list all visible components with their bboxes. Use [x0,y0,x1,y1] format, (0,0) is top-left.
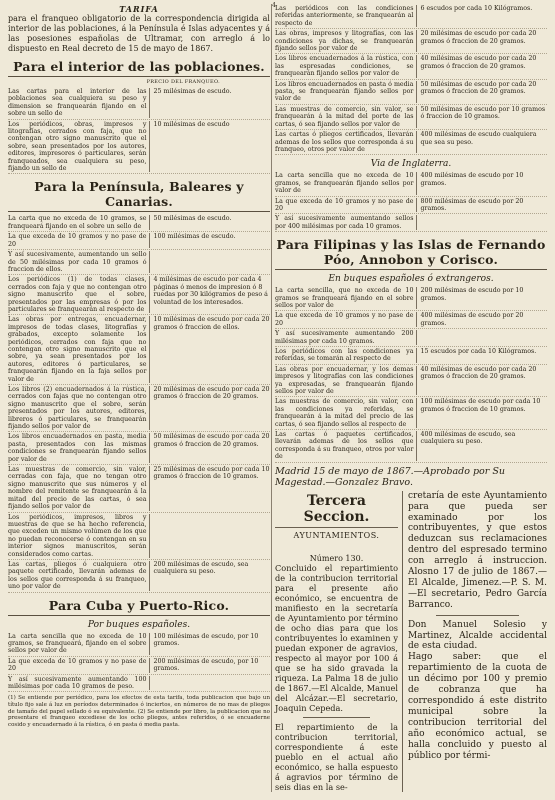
tariff-row [275,311,547,329]
tarifa-header [8,4,270,54]
tariff-price: 100 milésimas de escudo por cada 10 gramos ó fraccion de 10 gramos. [416,398,547,428]
tariff-price: 100 milésimas de escudo, por 10 gramos. [149,633,270,655]
tariff-price: 100 milésimas de escudo. [149,233,270,248]
tariff-description: Los libros encuadernados en pasta ó media pasta, se franquearán fijando sellos por valor de [275,80,414,103]
approval-signature: Madrid 15 de mayo de 1867.—Aprobado por Su Magestad.—Gonzalez Bravo. [275,465,505,488]
section-title-cuba: Para Cuba y Puerto-Rico. [8,598,270,616]
tariff-row [8,385,270,432]
tariff-row [275,105,547,130]
tercera-subtitle: AYUNTAMIENTOS. [293,530,380,540]
price-column-header: PRECIO DEL FRANQUEO. [146,79,220,85]
tariff-row [8,513,270,560]
notice-text-la-palma: Concluido el repartimiento de la contribucion territorial para el presente año económico, se encuentra de manifiesto en la secretaría de Ayuntamiento por término de ocho dias para que los contribuyentes lo examinen y puedan exponer de agravios, respecto al mayor por 100 á que se ha sido gravada la riqueza. La Palma 18 de julio de 1867.—El Alcalde, Manuel del Alcázar.—El secretario, Joaquin Cepeda. [275,562,398,713]
tariff-description: La que exceda de 10 gramos y no pase de 20 [275,312,414,327]
tariff-row [275,397,547,430]
tariff-description: Y así sucesivamente aumentando 200 milésimas por cada 10 gramos. [275,330,414,345]
tariff-description: Las muestras de comercio, sin valor, con las condiciones ya referidas, se franquearán á la mitad del precio de las cartas, ó sea fijando sellos al respecto de [275,398,414,428]
tariff-row [275,171,547,196]
tariff-row [8,465,270,512]
tariff-row [275,329,547,347]
tariff-row [275,54,547,79]
tariff-row [8,632,270,657]
tariff-price: 25 milésimas de escudo. [149,88,270,118]
tariff-table-continued [275,4,547,155]
tariff-row [275,130,547,155]
tariff-price: 40 milésimas de escudo por cada 20 gramos ó fraccion de 20 gramos. [416,55,547,77]
tariff-row [275,365,547,398]
notice-number: Número 130. [309,553,364,563]
tariff-row [8,232,270,250]
tariff-price [149,676,270,691]
tariff-table-inglaterra [275,171,547,232]
page-number: 4 [272,2,276,9]
tariff-price: 800 milésimas de escudo por 20 gramos. [416,198,547,213]
tariff-price [416,215,547,230]
tariff-description: Las obras, impresos y litografías, con las condiciones ya dichas, se franquearán fijando sellos por valor de [275,30,414,53]
tariff-price: 10 milésimas de escudo por cada 20 gramos ó fraccion de ellos. [149,316,270,383]
tariff-price: 20 milésimas de escudo por cada 20 gramos ó fraccion de 20 gramos. [416,30,547,52]
tariff-row [275,4,547,29]
subsection-buques-extrangeros: En buques españoles ó extrangeros. [328,274,494,285]
tariff-row [8,250,270,275]
tariff-description: Los libros encuadernados á la rústica, con las espresadas condiciones, se franquearán fijando sellos por valor de [275,55,414,78]
tariff-price [149,251,270,273]
tariff-description: Y así sucesivamente aumentando sellos por 400 milésimas por cada 10 gramos. [275,215,414,230]
tariff-description: La que exceda de 10 gramos y no pase de 20 [275,197,414,212]
subsection-inglaterra: Via de Inglaterra. [370,159,452,170]
tariff-price: 400 milésimas de escudo, sea cualquiera su peso. [416,431,547,461]
tariff-description: La carta sencilla que no exceda de 10 gramos, se franqueará, fijando en el sobre sellos por valor de [8,632,147,655]
tariff-price: 50 milésimas de escudo por cada 20 gramos ó fraccion de 20 gramos. [416,81,547,103]
tariff-price: 200 milésimas de escudo por 10 gramos. [416,287,547,309]
tariff-row [8,560,270,593]
tariff-price: 10 milésimas de escudo [149,121,270,173]
section-title-peninsula: Para la Península, Baleares y Canarias. [8,179,270,212]
tariff-price: 50 milésimas de escudo por 10 gramos ó fraccion de 10 gramos. [416,106,547,128]
tariff-row [275,197,547,215]
notice-alcalde-heading: Don Manuel Solesio y Martinez, Alcalde accidental de esta ciudad. [408,619,547,652]
left-column [8,4,270,728]
tariff-row [275,80,547,105]
tariff-description: Las muestras de comercio, sin valor, se franquearán á la mitad del porte de las cartas, ó sea fijando sellos por valor de [275,105,414,128]
tariff-row [8,432,270,465]
tariff-price [416,330,547,345]
tariff-table-peninsula [8,214,270,592]
tariff-description: Los periódicos, impresos, libros y muestras de que se ha hecho referencia, que exceden un mismo volúmen de los que no puedan reconocerse ó contengan en su interior signos manuscritos, serán considerados como cartas. [8,513,147,558]
notice-text-alosno: El repartimiento de la contribucion territorial, correspondiente á este pueblo en el actual año económico, se halla espuesto á agravios por término de seis dias en la se- [275,721,398,792]
tarifa-title: TARIFA [119,4,159,14]
tariff-table-cuba [8,632,270,693]
subsection-buques-espanoles: Por buques españoles. [87,619,191,630]
tariff-price: 6 escudos por cada 10 Kilógramos. [416,5,547,27]
tariff-description: Los libros (2) encuadernados á la rústica, cerrados con fajas que no contengan otro signo manuscrito que el sobre, serán presentados por los autores, editores, libreros ó particulares, se franquearán fijando sellos por valor de [8,386,147,431]
section-title-filipinas: Para Filipinas y las Islas de Fernando Póo, Annobon y Corisco. [275,237,547,270]
tariff-description: Los periódicos, obras, impresos y litografías, cerrados con faja, que no contengan otro signo manuscrito que el sobre, sean presentados por los autores, editores, impresores ó particulares, serán franqueados, sea cualquiera su peso, fijando un sello de [8,120,147,173]
tariff-description: Las cartas, pliegos ó cualquiera otro paquete certificado, llevarán ademas de los sellos que corresponda á su franqueo, uno por valor de [8,560,147,591]
tariff-description: Las periódicos con las condiciones referidas anteriormente, se franquearán al respecto de [275,5,414,27]
tariff-row [275,214,547,232]
divider [436,615,519,616]
tariff-description: Las cartas ó pliegos certificados, llevarán ademas de los sellos que corresponda á su franqueo, otros por valor de [275,131,414,153]
tariff-price: 50 milésimas de escudo. [149,215,270,230]
tariff-row [8,87,270,120]
tariff-description: Las obras por entregas, encuadernar, impresos de todas clases, litografías y grabados, excepto solamente los periódicos, cerrados con faja que no contengan otro signo manuscrito que el sobre, ya sean presentados por los autores, editores ó particulares, se franquearán fijando en la faja sellos por valor de [8,316,147,383]
tariff-description: Los periódicos (1) de todas clases, cerrados con faja y que no contengan otro signo manuscrito que el sobre, presentados por las empresas ó por los particulares se franquearán al respecto de [8,276,147,313]
tariff-description: La que exceda de 10 gramos y no pase de 20 [8,657,147,673]
tariff-description: Las muestras de comercio, sin valor, cerradas con faja, que no tengan otro signo manuscrito que sus números y el nombre del remitente se franquearán á la mitad del precio de las cartas, ó sea fijando sellos por valor de [8,466,147,511]
tariff-row [275,286,547,311]
tariff-row [8,315,270,385]
tariff-row [8,275,270,315]
tariff-description: Las obras por encuadernar, y los demas impresos y litografías con las condiciones ya expresadas, se franquearán fijando sellos por valor de [275,365,414,396]
tariff-description: La carta sencilla, que no exceda de 10 gramos se franqueará fijando en el sobre sellos por valor de [275,287,414,309]
tariff-row [8,120,270,175]
tariff-price: 400 milésimas de escudo por 20 gramos. [416,312,547,327]
notice-text-continued: cretaría de este Ayuntamiento para que pueda ser examinado por los contribuyentes, y que estos deduzcan sus reclamaciones dentro del espresado termino con arreglo á instruccion. Alosno 17 de julio de 1867.—El Alcalde, Jimenez.—P. S. M.—El secretario, Pedro García Barranco. [408,490,547,610]
tariff-description: La que exceda de 10 gramos y no pase de 20 [8,233,147,248]
tariff-price: 400 milésimas de escudo por 10 gramos. [416,172,547,194]
tariff-table-interior [8,87,270,174]
tariff-row [8,675,270,693]
tariff-description: Los periódicos con las condiciones ya referidas, se tomarán al respecto de [275,348,414,363]
tariff-price: 400 milésimas de escudo cualquiera que sea su peso. [416,131,547,153]
tariff-row [275,347,547,365]
tariff-price: 50 milésimas de escudo por cada 20 gramos ó fraccion de 20 gramos. [149,433,270,463]
tariff-description: La carta sencilla que no exceda de 10 gramos, se franquearán fijando sellos por valor de [275,172,414,195]
notice-text-hago-saber: Hago saber: que el repartimiento de la cuota de un décimo por 100 y premio de cobranza que ha correspondido á este distrito municipal sobre la contribucion territorial del año económico actual, se halla concluido y puesto al público por térmi- [408,652,547,761]
tariff-description: Y así sucesivamente aumentando 100 milésimas por cada 10 gramos de peso. [8,675,147,690]
tariff-price: 15 escudos por cada 10 Kilógramos. [416,348,547,363]
tariff-price: 40 milésimas de escudo por cada 20 gramos ó fraccion de 20 gramos. [416,366,547,396]
tariff-price [149,514,270,558]
tariff-description: Y así sucesivamente, aumentando un sello de 50 milésimas por cada 10 gramos ó fraccion de ellos. [8,251,147,273]
tarifa-intro: para el franqueo obligatorio de la correspondencia dirigida al interior de las poblaciones, á la Península é Islas adyacentes y á las posesiones españolas de Ultramar, con arreglo á lo dispuesto en Real decreto de 15 de mayo de 1867. [8,14,270,53]
tariff-table-filipinas [275,286,547,463]
tariff-description: Las cartas ó paquetes certificados, llevarán ademas de los sellos que corresponda á su franqueo, otros por valor de [275,431,414,461]
section-title-interior: Para el interior de las poblaciones. [8,59,270,77]
right-column [275,4,547,792]
tariff-price: 200 milésimas de escudo, por 10 gramos. [149,658,270,673]
footnote: (1) Se entiende por periódico, para los efectos de esta tarifa, toda publicacion que bajo un título fijo sale á luz en períodos determinados ó inciertos, en números de no mas de pliegos de tamaño del papel sellado ó su equivalente. (2) Se entiende por libro, la publicacion que no presentare el franqueo excediese de los ocho pliegos, antes referidos, ó se encuaderne cosido y encuadernado á la rústica, ó en pasta ó media pasta. [8,695,270,728]
tariff-row [8,657,270,675]
tariff-row [8,214,270,232]
divider [303,717,370,718]
tariff-price: 25 milésimas de escudo por cada 10 gramos ó fraccion de 10 gramos. [149,466,270,510]
tercera-right-column [402,491,547,792]
tariff-price: 4 milésimas de escudo por cada 4 páginas ó menos de impresion ó 8 ruedas por 30 kilógramos de peso á voluntad de los interesados. [149,276,270,313]
tercera-seccion-block [275,491,547,792]
tariff-price: 20 milésimas de escudo por cada 20 gramos ó fraccion de 20 gramos. [149,386,270,430]
tercera-title: Tercera Seccion. [275,491,398,528]
tariff-price: 200 milésimas de escudo, sea cualquiera su peso. [149,561,270,591]
tercera-left-column [275,491,402,792]
tariff-row [275,29,547,54]
tariff-row [275,430,547,463]
tariff-description: La carta que no exceda de 10 gramos, se franqueará fijando en el sobre un sello de [8,215,147,230]
tariff-description: Las cartas para el interior de las poblaciones sea cualquiera su peso y dimension se franquearán fijando en el sobre un sello de [8,88,147,118]
tariff-description: Los libros encuadernados en pasta, media pasta, presentados con las mismas condiciones se franquearán fijando sellos por valor de [8,433,147,463]
